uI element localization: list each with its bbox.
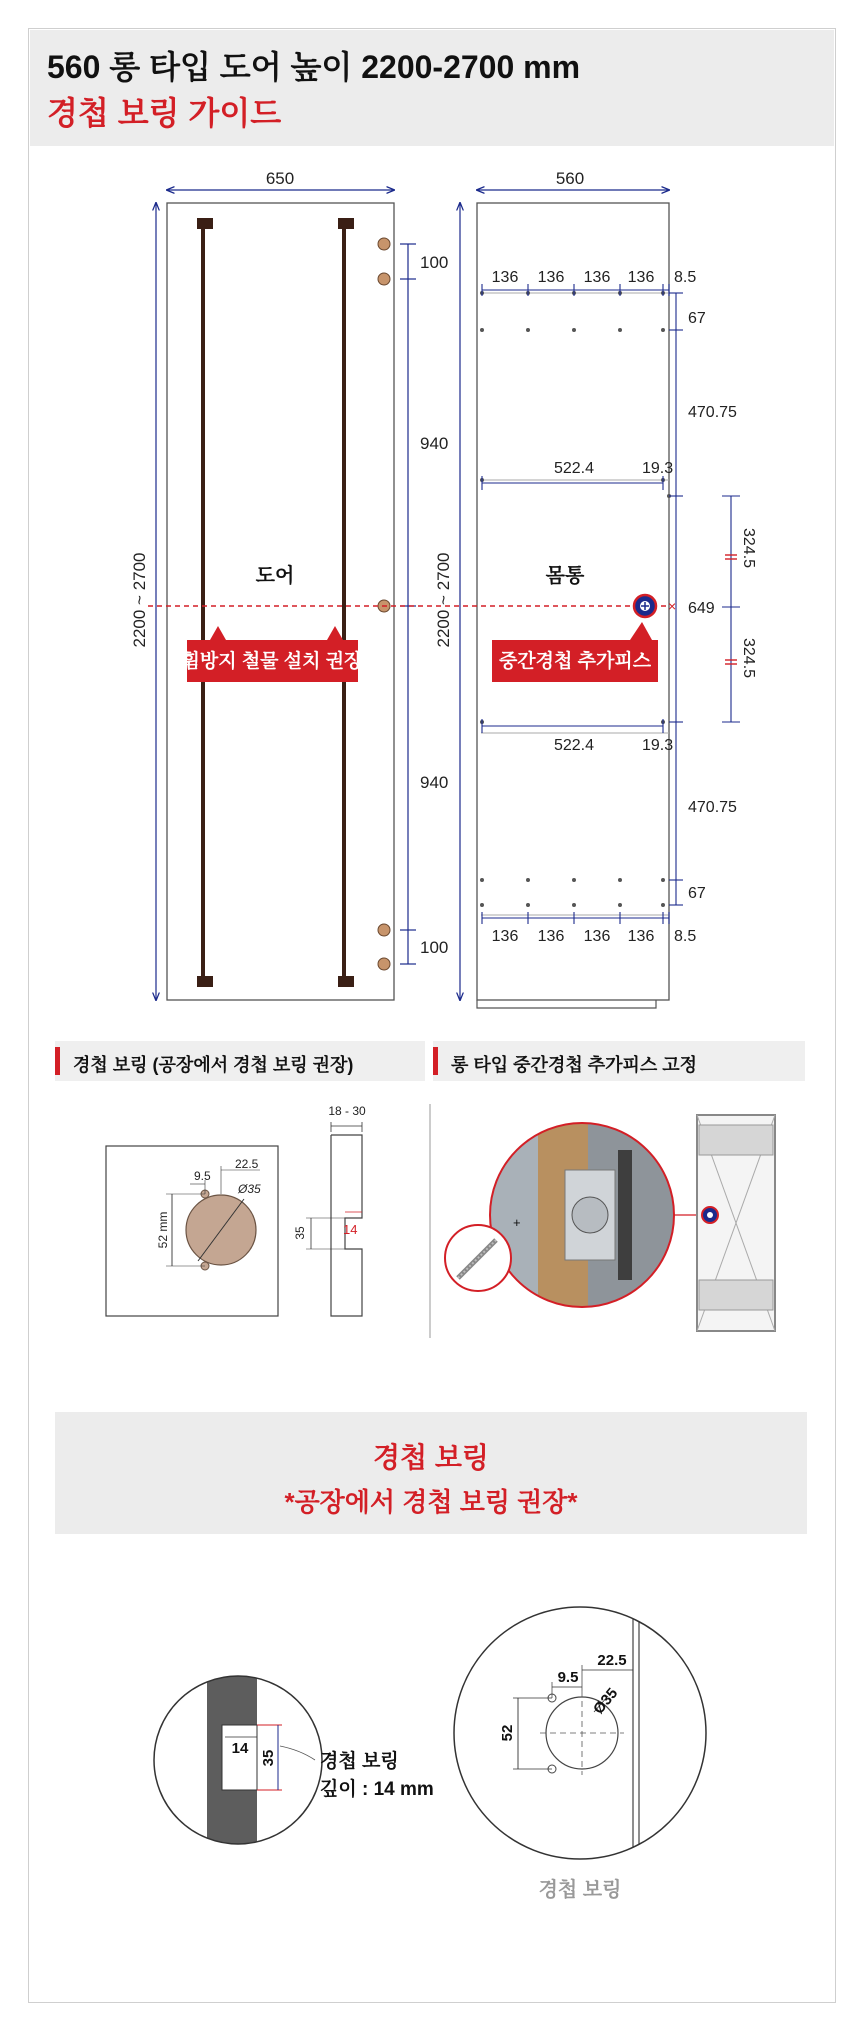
mid-offset-bottom: 19.3 [642,737,674,754]
page-title: 560 롱 타입 도어 높이 2200-2700 mm [47,49,581,85]
door-name: 도어 [255,565,295,587]
depth-label-2: 깊이 : 14 mm [320,1779,434,1800]
detail-height: 52 mm [156,1211,170,1249]
detail-diameter: Ø35 [238,1182,261,1196]
cup-value: 35 [260,1749,277,1767]
cabinet-width-label: 560 [555,169,585,188]
boring-notice-note: *공장에서 경첩 보링 권장* [284,1487,578,1517]
cabinet-name: 몸통 [545,565,585,587]
top-spacing-1: 136 [491,269,519,286]
page-subtitle: 경첩 보링 가이드 [47,95,282,131]
depth-value: 14 [231,1740,249,1757]
hinge-spacing-2: 940 [420,434,449,453]
bottom-spacing-5: 8.5 [674,928,697,945]
boring-notice-title: 경첩 보링 [373,1442,489,1473]
bottom-height: 52 [499,1724,516,1742]
hinge-spacing-1: 100 [420,253,449,272]
hinge-spacing-4: 100 [420,938,449,957]
bottom-d1: 22.5 [597,1652,627,1669]
hinge-spacing-3: 940 [420,773,449,792]
bottom-spacing-2: 136 [537,928,565,945]
mid-width-top: 522.4 [553,460,595,477]
door-width-label: 650 [265,169,295,188]
detail-d1: 22.5 [235,1157,259,1171]
vertical-67-bottom: 67 [688,885,706,902]
detail-cup: 35 [293,1226,307,1240]
boring-detail-drawing [0,1090,860,1350]
top-spacing-2: 136 [537,269,565,286]
bottom-caption: 경첩 보링 [538,1879,622,1901]
bottom-d2: 9.5 [557,1669,579,1686]
cabinet-height-label: 2200 ~ 2700 [434,552,453,648]
boring-depth-drawing [0,1560,860,2000]
mid-offset-top: 19.3 [642,460,674,477]
door-panel [167,203,394,1000]
detail-thickness: 18 - 30 [328,1104,366,1118]
vertical-470-bottom: 470.75 [688,799,737,816]
top-spacing-3: 136 [583,269,611,286]
section-left-header [55,1041,425,1081]
bottom-diameter: Ø35 [590,1684,622,1718]
top-spacing-5: 8.5 [674,269,697,286]
detail-d2: 9.5 [194,1169,211,1183]
top-spacing-4: 136 [627,269,655,286]
center-half-top: 324.5 [740,528,757,569]
section-right-header [433,1041,805,1081]
vertical-470-top: 470.75 [688,404,737,421]
section-left-title: 경첩 보링 (공장에서 경첩 보링 권장) [73,1055,354,1075]
detail-depth: 14 [343,1222,358,1237]
bottom-spacing-1: 136 [491,928,519,945]
center-half-bottom: 324.5 [740,638,757,679]
svg-text:+: + [513,1215,521,1230]
center-span-label: 649 [688,600,715,617]
boring-notice-box [55,1412,807,1534]
depth-label-1: 경첩 보링 [320,1751,399,1772]
bottom-spacing-4: 136 [627,928,655,945]
mid-width-bottom: 522.4 [553,737,595,754]
cabinet-photo [697,1115,775,1331]
vertical-67-top: 67 [688,310,706,327]
bottom-spacing-3: 136 [583,928,611,945]
section-right-title: 롱 타입 중간경첩 추가피스 고정 [451,1055,698,1075]
door-callout-text: 휨방지 철물 설치 권장 [181,651,363,672]
cabinet-callout-text: 중간경첩 추가피스 [498,651,652,672]
door-height-label: 2200 ~ 2700 [130,552,149,648]
svg-text:×: × [668,598,677,614]
